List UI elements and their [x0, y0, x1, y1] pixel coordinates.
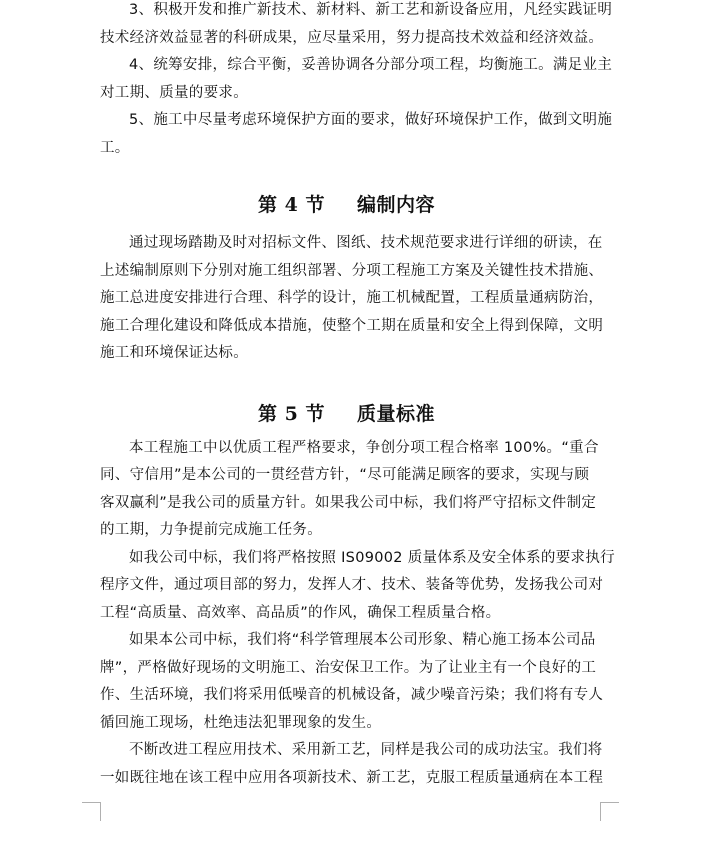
section-title: 质量标准: [356, 402, 435, 425]
text-line: 3、积极开发和推广新技术、新材料、新工艺和新设备应用，凡经实践证明: [129, 2, 613, 18]
text-line: 工。: [100, 139, 130, 156]
text-line: 不断改进工程应用技术、采用新工艺，同样是我公司的成功法宝。我们将: [129, 742, 603, 758]
text-line: 本工程施工中以优质工程严格要求，争创分项工程合格率 100%。“重合: [129, 439, 599, 456]
text-line: 技术经济效益显著的科研成果，应尽量采用，努力提高技术效益和经济效益。: [100, 29, 604, 46]
section-number: 第 4 节: [258, 194, 325, 216]
list-item: [100, 107, 613, 162]
text-line: 一如既往地在该工程中应用各项新技术、新工艺，克服工程质量通病在本工程: [100, 769, 604, 786]
section-heading: [100, 393, 593, 435]
text-line: 施工和环境保证达标。: [100, 345, 248, 361]
section-heading: [100, 184, 593, 226]
text-line: 程序文件，通过项目部的努力，发挥人才、技术、装备等优势，发扬我公司对: [100, 577, 604, 593]
text-line: 5、施工中尽量考虑环境保护方面的要求，做好环境保护工作，做到文明施: [129, 112, 613, 128]
text-line: 对工期、质量的要求。: [100, 84, 248, 101]
text-line: 4、统筹安排，综合平衡，妥善协调各分部分项工程，均衡施工。满足业主: [129, 57, 613, 73]
page-content: [100, 0, 615, 792]
text-line: 作、生活环境，我们将采用低噪音的机械设备，减少噪音污染；我们将有专人: [100, 687, 604, 703]
paragraph: [100, 230, 604, 368]
text-line: 如果本公司中标，我们将“科学管理展本公司形象、精心施工扬本公司品: [129, 632, 596, 648]
text-line: 如我公司中标，我们将严格按照 IS09002 质量体系及安全体系的要求执行: [129, 549, 615, 566]
paragraph: [100, 545, 615, 628]
text-line: 工程“高质量、高效率、高品质”的作风，确保工程质量合格。: [100, 604, 501, 621]
margin-corner-mark: [600, 802, 619, 821]
text-line: 通过现场踏勘及时对招标文件、图纸、技术规范要求进行详细的研读，在: [129, 235, 603, 251]
section-number: 第 5 节: [258, 402, 325, 425]
section-title: 编制内容: [356, 194, 435, 216]
text-line: 客双赢利”是我公司的质量方针。如果我公司中标，我们将严守招标文件制定: [100, 494, 597, 511]
paragraph: [100, 627, 604, 737]
paragraph: [100, 737, 604, 792]
text-line: 施工总进度安排进行合理、科学的设计，施工机械配置，工程质量通病防治，: [100, 290, 604, 306]
text-line: 施工合理化建设和降低成本措施，使整个工期在质量和安全上得到保障，文明: [100, 317, 604, 334]
text-line: 的工期，力争提前完成施工任务。: [100, 522, 322, 538]
list-item: [100, 0, 613, 52]
spacer: [100, 162, 593, 184]
text-line: 循回施工现场，杜绝违法犯罪现象的发生。: [100, 714, 382, 731]
list-item: [100, 52, 613, 107]
text-line: 同、守信用”是本公司的一贯经营方针，“尽可能满足顾客的要求，实现与顾: [100, 467, 590, 483]
text-line: 上述编制原则下分别对施工组织部署、分项工程施工方案及关键性技术措施、: [100, 262, 604, 279]
text-line: 牌”，严格做好现场的文明施工、治安保卫工作。为了让业主有一个良好的工: [100, 659, 597, 676]
spacer: [100, 368, 593, 393]
paragraph: [100, 435, 599, 545]
margin-corner-mark: [82, 802, 101, 821]
